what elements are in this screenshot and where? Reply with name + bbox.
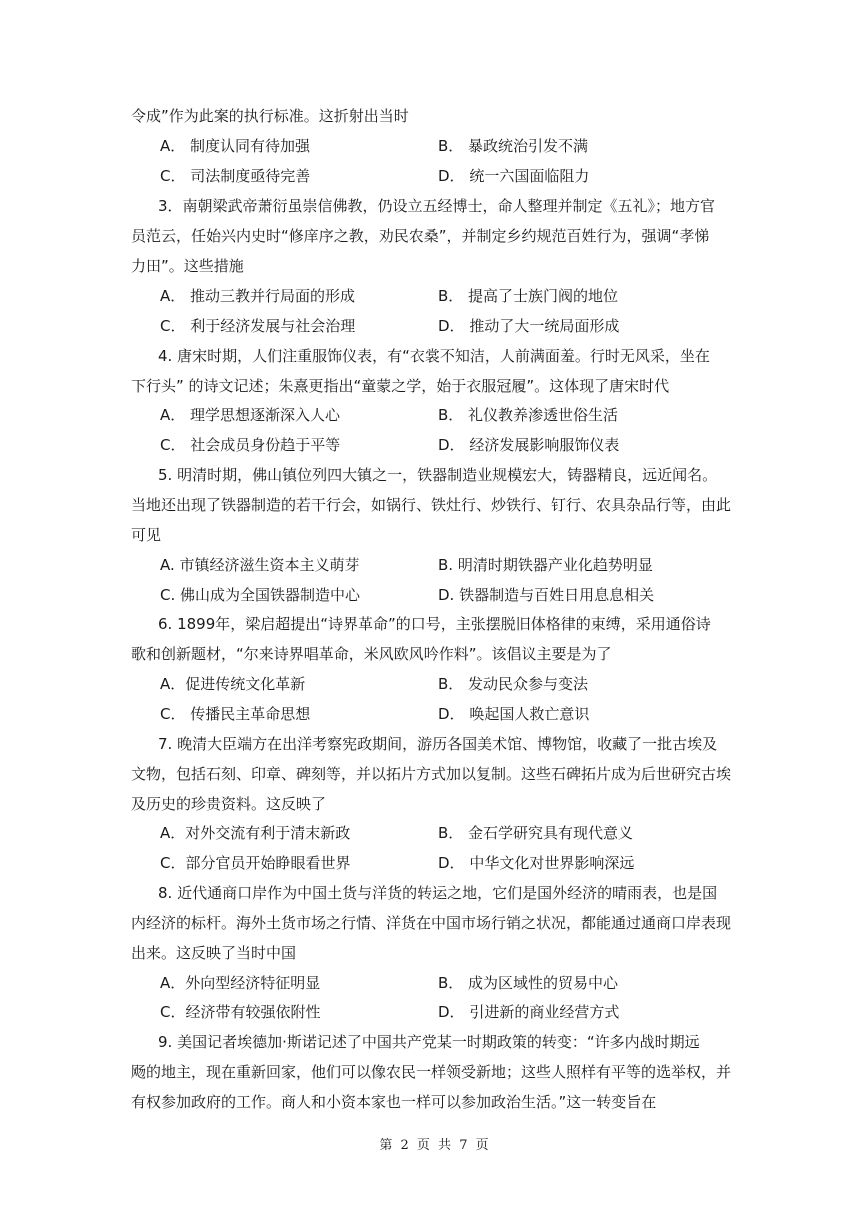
answer-option: D． 唤起国人救亡意识: [438, 705, 590, 723]
answer-option: B． 金石学研究具有现代意义: [438, 824, 634, 842]
answer-option: D． 中华文化对世界影响深远: [438, 854, 635, 872]
question-text-line: 下行头” 的诗文记述；朱熹更指出“童蒙之学，始于衣服冠履”。这体现了唐宋时代: [131, 377, 670, 395]
answer-option: B． 提高了士族门阀的地位: [438, 287, 619, 305]
answer-option: C． 利于经济发展与社会治理: [160, 317, 356, 335]
answer-option: A．外向型经济特征明显: [160, 974, 321, 992]
answer-option: B. 明清时期铁器产业化趋势明显: [438, 556, 653, 574]
answer-option: A． 推动三教并行局面的形成: [160, 287, 356, 305]
answer-option: C．经济带有较强依附性: [160, 1003, 321, 1021]
question-text-line: 内经济的标杆。海外土货市场之行情、洋货在中国市场行销之状况，都能通过通商口岸表现: [131, 914, 732, 932]
page-footer: 第 2 页 共 7 页: [379, 1138, 489, 1153]
answer-option: B． 成为区域性的贸易中心: [438, 974, 619, 992]
answer-option: B． 礼仪教养渗透世俗生活: [438, 406, 619, 424]
answer-option: A. 市镇经济滋生资本主义萌芽: [160, 556, 360, 574]
question-text-line: 9. 美国记者埃德加·斯诺记述了中国共产党某一时期政策的转变：“许多内战时期远: [158, 1033, 700, 1051]
question-text-line: 力田”。这些措施: [131, 257, 244, 275]
question-text-line: 7. 晚清大臣端方在出洋考察宪政期间，游历各国美术馆、博物馆，收藏了一批古埃及: [158, 735, 718, 753]
answer-option: D． 推动了大一统局面形成: [438, 317, 620, 335]
answer-option: D． 统一六国面临阻力: [438, 167, 590, 185]
answer-option: C． 司法制度亟待完善: [160, 167, 311, 185]
answer-option: A．对外交流有利于清末新政: [160, 824, 351, 842]
question-text-line: 有权参加政府的工作。商人和小资本家也一样可以参加政治生活。”这一转变旨在: [131, 1093, 657, 1111]
question-text-line: 5. 明清时期，佛山镇位列四大镇之一，铁器制造业规模宏大，铸器精良，远近闻名。: [158, 466, 718, 484]
question-text-line: 6. 1899年，梁启超提出“诗界革命”的口号，主张摆脱旧体格律的束缚，采用通俗诗: [158, 615, 711, 633]
answer-option: C． 传播民主革命思想: [160, 705, 311, 723]
question-text-line: 令成”作为此案的执行标准。这折射出当时: [131, 107, 409, 125]
answer-option: A． 制度认同有待加强: [160, 137, 311, 155]
question-text-line: 出来。这反映了当时中国: [131, 944, 297, 962]
question-text-line: 当地还出现了铁器制造的若干行会，如锅行、铁灶行、炒铁行、钉行、农具杂品行等，由此: [131, 496, 732, 514]
answer-option: D. 铁器制造与百姓日用息息相关: [438, 586, 655, 604]
question-text-line: 及历史的珍贵资料。这反映了: [131, 795, 327, 813]
answer-option: D． 经济发展影响服饰仪表: [438, 436, 620, 454]
question-text-line: 4. 唐宋时期，人们注重服饰仪表，有“衣裳不知洁，人前满面羞。行时无风采，坐在: [158, 347, 710, 365]
question-text-line: 飏的地主，现在重新回家，他们可以像农民一样领受新地；这些人照样有平等的选举权，并: [131, 1063, 732, 1081]
answer-option: A． 理学思想逐渐深入人心: [160, 406, 341, 424]
answer-option: A．促进传统文化革新: [160, 675, 306, 693]
question-text-line: 8. 近代通商口岸作为中国土货与洋货的转运之地，它们是国外经济的晴雨表，也是国: [158, 884, 718, 902]
question-text-line: 文物，包括石刻、印章、碑刻等，并以拓片方式加以复制。这些石碑拓片成为后世研究古埃: [131, 765, 732, 783]
question-text-line: 3．南朝梁武帝萧衍虽崇信佛教，仍设立五经博士，命人整理并制定《五礼》；地方官: [158, 197, 716, 215]
answer-option: C. 佛山成为全国铁器制造中心: [160, 586, 361, 604]
question-text-line: 可见: [131, 526, 162, 544]
answer-option: D． 引进新的商业经营方式: [438, 1003, 620, 1021]
answer-option: C．部分官员开始睁眼看世界: [160, 854, 351, 872]
answer-option: B． 发动民众参与变法: [438, 675, 589, 693]
answer-option: C． 社会成员身份趋于平等: [160, 436, 341, 454]
question-text-line: 歌和创新题材，“尔来诗界唱革命，米风欧风吟作料”。该倡议主要是为了: [131, 645, 612, 663]
question-text-line: 员范云，任始兴内史时“修庠序之教，劝民农桑”，并制定乡约规范百姓行为，强调“孝悌: [131, 227, 710, 245]
answer-option: B． 暴政统治引发不满: [438, 137, 589, 155]
